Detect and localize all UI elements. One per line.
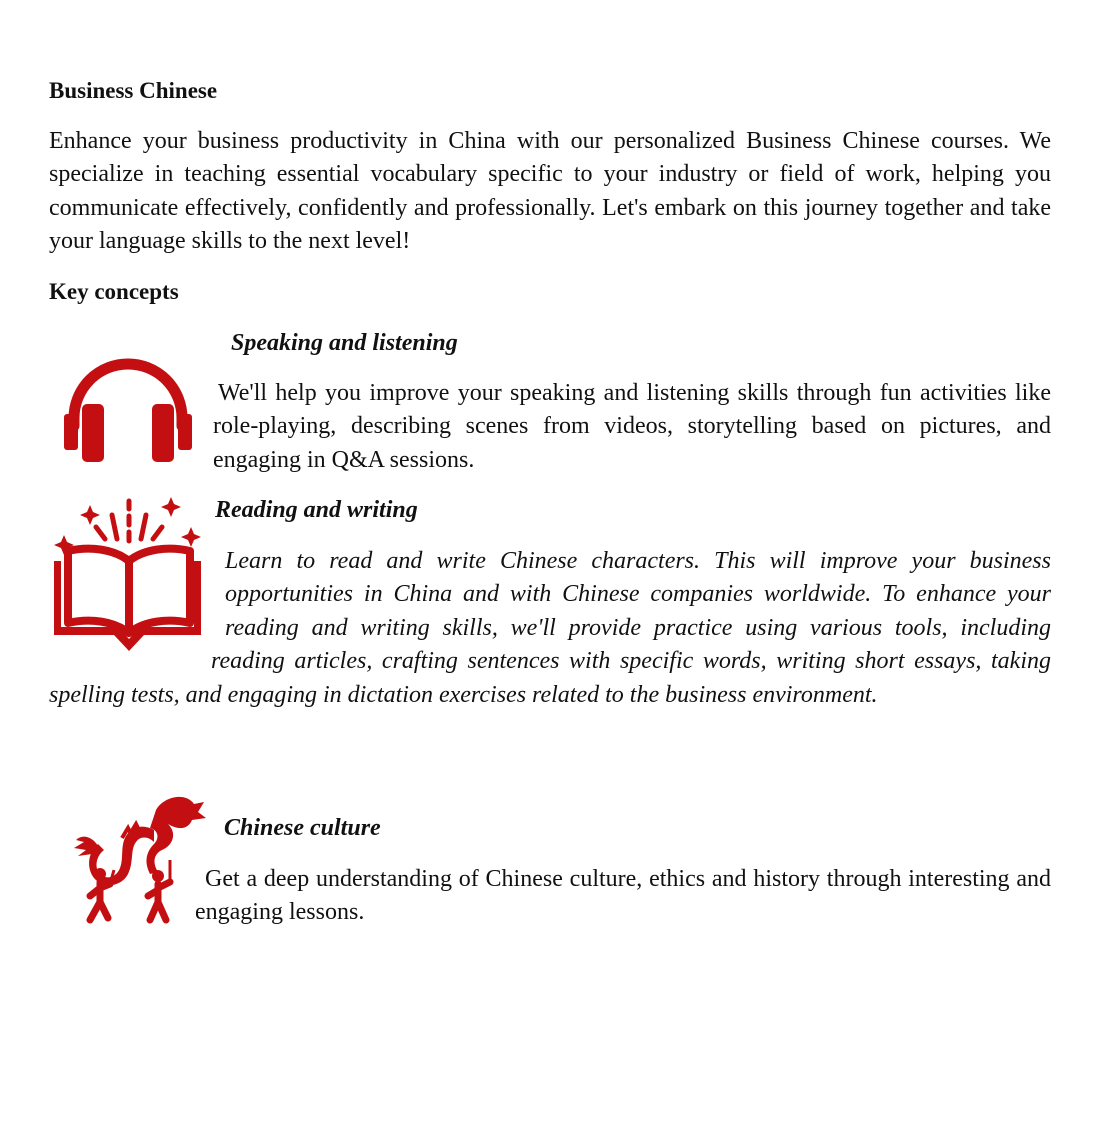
page-title: Business Chinese bbox=[49, 78, 218, 103]
headphones-icon bbox=[60, 348, 196, 468]
chinese-culture-title: Chinese culture bbox=[224, 815, 381, 841]
speaking-listening-text: We'll help you improve your speaking and listening skills through fun activities like role-playing, describing scenes from videos, storytelling based on pictures, and engaging in Q&A sessions. bbox=[213, 380, 1051, 473]
text-wrap-spacer bbox=[49, 645, 211, 678]
dragon-dance-icon bbox=[70, 790, 210, 930]
speaking-listening-title: Speaking and listening bbox=[231, 330, 458, 356]
reading-writing-text: Learn to read and write Chinese characters. This will improve your business opportunities in China and with Chinese companies worldwide. To enhance your reading and writing skills, we'll provide practice using various tools, including reading articles, crafting sentences with specific words, writing short essays, taking spelling tests, and engaging in dictation exercises related to the business environment. bbox=[49, 548, 1051, 708]
reading-writing-paragraph bbox=[49, 545, 1051, 712]
reading-writing-title: Reading and writing bbox=[215, 497, 418, 523]
text-wrap-spacer bbox=[49, 545, 225, 645]
intro-paragraph: Enhance your business productivity in China with our personalized Business Chinese courses. We specialize in teaching essential vocabulary specific to your industry or field of work, helping you communicate effectively, confidently and professionally. Let's embark on this journey together and take your language skills to the next level! bbox=[49, 128, 1051, 255]
key-concepts-heading: Key concepts bbox=[49, 279, 179, 304]
chinese-culture-text: Get a deep understanding of Chinese culture, ethics and history through interesting and engaging lessons. bbox=[195, 866, 1051, 926]
